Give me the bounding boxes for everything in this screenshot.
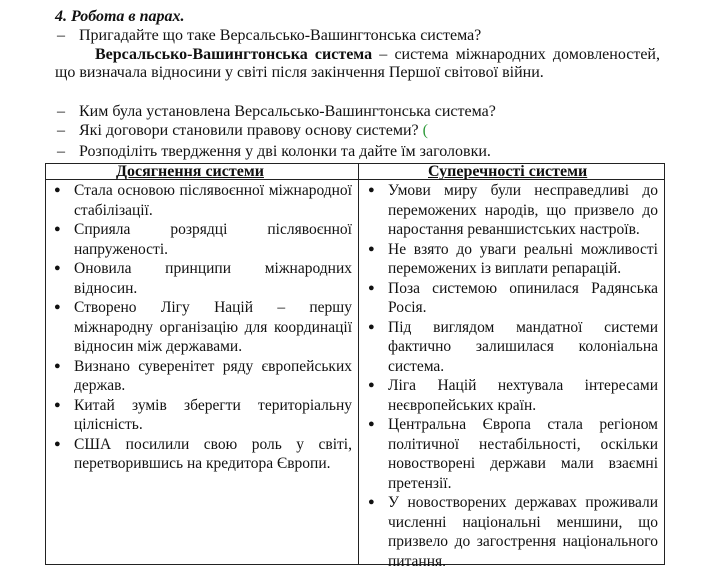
list-item: ● Умови миру були несправедливі до переможених народів, що призвело до наростання реваншистських настроїв. — [366, 181, 658, 240]
task-heading: 4. Робота в парах. — [55, 8, 185, 25]
left-column — [52, 181, 352, 474]
list-item: ● Китай зумів зберегти територіальну цілісність. — [52, 396, 352, 435]
prompt-text: Розподіліть твердження у дві колонки та дайте їм заголовки. — [79, 143, 491, 160]
prompt-4 — [57, 143, 491, 161]
list-item: ● Не взято до уваги реальні можливості переможених із виплати репарацій. — [366, 240, 658, 279]
prompt-text: Ким була установлена Версальсько-Вашингтонська система? — [79, 103, 496, 120]
list-item: ● Визнано суверенітет ряду європейських держав. — [52, 357, 352, 396]
definition-text: – система міжнародних домовленостей, що визначала відносини у світі після закінчення Першої світової війни. — [55, 46, 660, 81]
list-item: ● Сприяла розрядці післявоєнної напруженості. — [52, 220, 352, 259]
green-pen-mark: ( — [422, 122, 428, 139]
right-column — [366, 181, 658, 571]
prompt-2 — [57, 103, 496, 121]
list-item: ● Створено Лігу Націй – першу міжнародну організацію для координації відносин між державами. — [52, 298, 352, 357]
definition-term: Версальсько-Вашингтонська система — [95, 46, 373, 63]
definition-paragraph — [55, 46, 660, 82]
prompt-text: Які договори становили правову основу системи? — [79, 122, 419, 139]
list-item: ● Стала основою післявоєнної міжнародної стабілізації. — [52, 181, 352, 220]
statements-table — [45, 163, 665, 570]
dash-marker: – — [57, 122, 65, 139]
dash-marker: – — [57, 27, 65, 44]
list-item: ● Оновила принципи міжнародних відносин. — [52, 259, 352, 298]
list-item: ● Поза системою опинилася Радянська Росія. — [366, 279, 658, 318]
list-item: ● США посилили свою роль у світі, перетворившись на кредитора Європи. — [52, 435, 352, 474]
prompt-3 — [57, 122, 428, 140]
list-item: ● Під виглядом мандатної системи фактично залишилася колоніальна система. — [366, 318, 658, 377]
dash-marker: – — [57, 103, 65, 120]
list-item: ● У новостворених державах проживали численні національні меншини, що призвело до загострення національного питання. — [366, 493, 658, 571]
right-column-title: Суперечності системи — [428, 163, 588, 180]
prompt-1 — [57, 27, 481, 45]
prompt-text: Пригадайте що таке Версальсько-Вашингтонська система? — [79, 27, 482, 44]
left-column-title: Досягнення системи — [116, 163, 264, 180]
column-divider — [358, 164, 359, 564]
list-item: ● Ліга Націй нехтувала інтересами неєвропейських країн. — [366, 376, 658, 415]
list-item: ● Центральна Європа стала регіоном політичної нестабільності, оскільки новостворені держави мали взаємні претензії. — [366, 415, 658, 493]
dash-marker: – — [57, 143, 65, 160]
